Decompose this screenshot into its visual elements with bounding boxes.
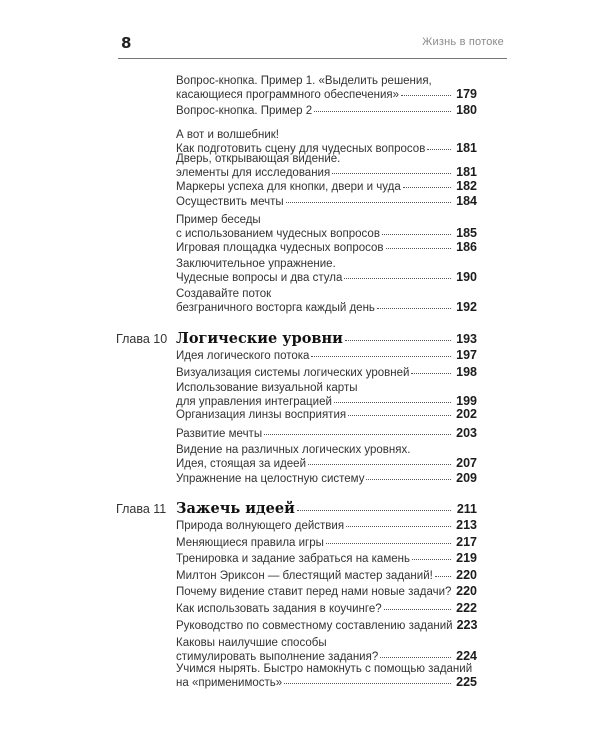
toc-entry [176, 585, 477, 599]
toc-entry-page: 182 [456, 179, 477, 193]
dot-leader [403, 187, 451, 188]
toc-entry-line: Заключительное упражнение. [176, 258, 336, 270]
dot-leader [311, 356, 451, 357]
toc-entry [176, 602, 477, 616]
chapter-title: Зажечь идеей [176, 500, 295, 517]
toc-entry [176, 427, 477, 441]
dot-leader [308, 464, 451, 465]
toc-entry [176, 519, 477, 533]
toc-entry-page: 181 [456, 165, 477, 179]
toc-entry-line: Каковы наилучшие способы [176, 637, 327, 649]
toc-entry [176, 288, 477, 315]
toc-entry-title: Как использовать задания в коучинге? [176, 603, 382, 615]
toc-entry-title: Природа волнующего действия [176, 520, 345, 532]
toc-entry-page: 198 [456, 365, 477, 379]
toc-entry-line: Видение на различных логических уровнях. [176, 444, 411, 456]
toc-entry [176, 619, 477, 633]
toc-entry-line: А вот и волшебник! [176, 129, 279, 141]
dot-leader [314, 111, 451, 112]
toc-entry-title: с использованием чудесных вопросов [176, 228, 380, 240]
toc-entry-title: Упражнение на целостную систему [176, 473, 365, 485]
toc-entry-page: 184 [456, 194, 477, 208]
toc-entry [176, 472, 477, 486]
toc-entry-page: 179 [456, 87, 477, 101]
toc-entry [176, 637, 477, 664]
chapter-page: 211 [456, 502, 477, 516]
toc-entry-title: для управления интеграцией [176, 396, 332, 408]
dot-leader [332, 173, 451, 174]
toc-entry-title: Руководство по совместному составлению заданий [176, 620, 453, 632]
toc-entry-page: 186 [456, 240, 477, 254]
toc-entry-page: 185 [456, 226, 477, 240]
chapter-heading [116, 330, 477, 350]
dot-leader [297, 510, 451, 511]
toc-entry-title: Меняющиеся правила игры [176, 537, 324, 549]
toc-entry-title: Идея логического потока [176, 350, 310, 362]
dot-leader [401, 95, 451, 96]
dot-leader [380, 657, 451, 658]
chapter-label: Глава 10 [116, 332, 168, 346]
toc-entry-title: на «применимость» [176, 677, 283, 689]
toc-entry [176, 349, 477, 363]
toc-entry-title: Маркеры успеха для кнопки, двери и чуда [176, 181, 401, 193]
toc-entry [176, 444, 477, 471]
toc-entry-line: Учимся нырять. Быстро намокнуть с помощью заданий [176, 663, 473, 675]
toc-entry-page: 180 [456, 103, 477, 117]
toc-entry-page: 190 [456, 270, 477, 284]
toc-entry-title: Вопрос-кнопка. Пример 2 [176, 105, 313, 117]
chapter-heading [116, 500, 477, 520]
toc-entry-title: Милтон Эриксон — блестящий мастер заданий! [176, 570, 433, 582]
toc-entry-title: Игровая площадка чудесных вопросов [176, 242, 384, 254]
toc-entry-page: 209 [456, 471, 477, 485]
toc-entry-title: Визуализация системы логических уровней [176, 367, 410, 379]
toc-entry-line: Пример беседы [176, 214, 261, 226]
toc-entry [176, 569, 477, 583]
toc-entry [176, 366, 477, 380]
toc-entry [176, 153, 477, 180]
toc-entry-page: 223 [456, 618, 478, 632]
toc-entry-page: 220 [456, 584, 477, 598]
dot-leader [435, 576, 451, 577]
dot-leader [411, 373, 451, 374]
dot-leader [377, 308, 451, 309]
toc-entry-page: 220 [456, 568, 477, 582]
toc-entry-line: Создавайте поток [176, 288, 272, 300]
dot-leader [384, 609, 451, 610]
toc-entry-title: Организация линзы восприятия [176, 409, 347, 421]
toc-entry [176, 129, 477, 156]
page-header [0, 0, 600, 60]
chapter-page: 193 [456, 332, 477, 346]
running-head: Жизнь в потоке [422, 36, 504, 48]
dot-leader [412, 559, 451, 560]
dot-leader [284, 683, 451, 684]
toc-entry-line: Вопрос-кнопка. Пример 1. «Выделить решения, [176, 75, 432, 87]
toc-entry-page: 217 [456, 535, 477, 549]
chapter-label: Глава 11 [116, 502, 167, 516]
chapter-title: Логические уровни [176, 330, 343, 347]
dot-leader [345, 340, 451, 341]
dot-leader [326, 543, 451, 544]
toc-entry-page: 192 [456, 300, 477, 314]
dot-leader [346, 526, 451, 527]
toc-entry [176, 241, 477, 255]
toc-entry-title: Развитие мечты [176, 428, 263, 440]
page-number: 8 [121, 34, 132, 52]
toc-entry-page: 225 [456, 675, 477, 689]
toc-entry-page: 224 [456, 649, 477, 663]
toc-entry [176, 180, 477, 194]
dot-leader [344, 278, 451, 279]
toc-entry [176, 195, 477, 209]
toc-entry-page: 203 [456, 426, 477, 440]
toc-entry-title: Идея, стоящая за идеей [176, 458, 306, 470]
toc-entry-page: 199 [456, 394, 477, 408]
toc-entry-page: 202 [456, 407, 477, 421]
toc-entry [176, 408, 477, 422]
header-rule [118, 58, 507, 59]
dot-leader [382, 234, 451, 235]
toc-entry [176, 104, 477, 118]
toc-entry-title: Как подготовить сцену для чудесных вопросов [176, 143, 426, 155]
toc-entry [176, 258, 477, 285]
dot-leader [286, 202, 451, 203]
toc-entry [176, 382, 477, 409]
toc-entry-line: Дверь, открывающая видение. [176, 153, 341, 165]
toc-entry [176, 214, 477, 241]
toc-entry-title: безграничного восторга каждый день [176, 302, 375, 314]
toc-entry [176, 663, 477, 690]
toc-entry-line: Использование визуальной карты [176, 382, 358, 394]
toc-entry [176, 536, 477, 550]
dot-leader [366, 479, 451, 480]
toc-entry-page: 219 [456, 551, 477, 565]
toc-entry [176, 75, 477, 102]
toc-entry [176, 552, 477, 566]
toc-entry-page: 207 [456, 456, 477, 470]
toc-entry-title: Почему видение ставит перед нами новые задачи? [176, 586, 452, 598]
toc-entry-title: стимулировать выполнение задания? [176, 651, 379, 663]
toc-entry-page: 181 [456, 141, 477, 155]
dot-leader [386, 248, 451, 249]
toc-entry-page: 213 [456, 518, 477, 532]
dot-leader [348, 415, 451, 416]
toc-entry-title: Тренировка и задание забраться на камень [176, 553, 410, 565]
toc-entry-title: Чудесные вопросы и два стула [176, 272, 343, 284]
toc-entry-title: Осуществить мечты [176, 196, 284, 208]
dot-leader [264, 434, 451, 435]
dot-leader [334, 402, 451, 403]
dot-leader [427, 149, 451, 150]
toc-entry-title: элементы для исследования [176, 167, 331, 179]
toc-entry-page: 197 [456, 348, 477, 362]
toc-entry-title: касающиеся программного обеспечения» [176, 89, 400, 101]
toc-entry-page: 222 [456, 601, 477, 615]
